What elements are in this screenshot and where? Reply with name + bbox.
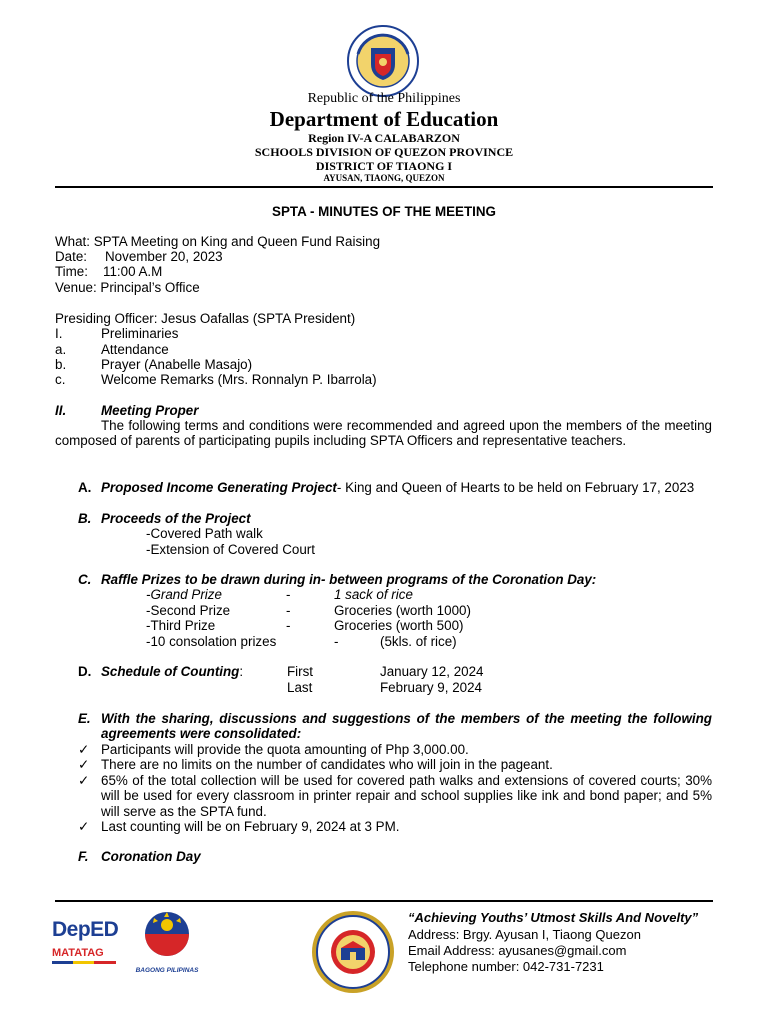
location-line: AYUSAN, TIAONG, QUEZON — [323, 173, 445, 183]
matatag-wordmark: MATATAG — [52, 947, 104, 959]
deped-wordmark: DepED — [52, 918, 119, 941]
count-label: Last — [287, 680, 313, 695]
prize-label: -Grand Prize — [146, 587, 222, 602]
item-d-colon: : — [239, 664, 244, 679]
prize-value: Groceries (worth 500) — [334, 618, 464, 633]
time-label: Time: — [55, 264, 88, 279]
item-d-heading — [101, 664, 243, 679]
outline-text: Preliminaries — [101, 326, 179, 341]
proceeds-line: -Covered Path walk — [146, 526, 263, 541]
school-email: Email Address: ayusanes@gmail.com — [408, 943, 627, 958]
outline-num: a. — [55, 342, 67, 357]
item-letter: C. — [78, 572, 92, 587]
count-date: January 12, 2024 — [380, 664, 484, 679]
item-letter: A. — [78, 480, 92, 495]
bagong-pilipinas-logo — [134, 908, 200, 974]
district-line: DISTRICT OF TIAONG I — [315, 159, 453, 173]
division-line: SCHOOLS DIVISION OF QUEZON PROVINCE — [254, 145, 514, 159]
department-title: Department of Education — [269, 107, 499, 131]
outline-text: Welcome Remarks (Mrs. Ronnalyn P. Ibarrola) — [101, 372, 377, 387]
item-b-title: Proceeds of the Project — [101, 511, 251, 526]
prize-label: -Third Prize — [146, 618, 216, 633]
outline-text: Prayer (Anabelle Masajo) — [101, 357, 253, 372]
outline-text: Attendance — [101, 342, 169, 357]
region-line: Region IV-A CALABARZON — [308, 131, 460, 145]
check-icon: ✓ — [78, 757, 90, 772]
item-a-title: Proposed Income Generating Project — [101, 480, 337, 495]
agreement-item: 65% of the total collection will be used for covered path walks and extensions of covered courts; 30% will be used for every classroom in printer repair and school supplies like ink and bond paper; and 5% will serve as the SPTA fund. — [101, 773, 712, 819]
prize-value: Groceries (worth 1000) — [334, 603, 471, 618]
matatag-stripe — [52, 961, 116, 964]
outline-num: b. — [55, 357, 67, 372]
date-label: Date: — [55, 249, 88, 264]
agreement-item: Last counting will be on February 9, 2024 at 3 PM. — [101, 819, 400, 834]
footer-rule — [55, 900, 713, 902]
item-a-rest: - King and Queen of Hearts to be held on February 17, 2023 — [336, 480, 695, 495]
outline-num: I. — [55, 326, 63, 341]
school-phone: Telephone number: 042-731-7231 — [408, 959, 604, 974]
item-f-title: Coronation Day — [101, 849, 201, 864]
prize-value: 1 sack of rice — [334, 587, 413, 602]
prize-dash: - — [286, 587, 291, 602]
deped-logo — [52, 918, 124, 974]
header-rule — [55, 186, 713, 188]
school-address: Address: Brgy. Ayusan I, Tiaong Quezon — [408, 927, 641, 942]
prize-value: (5kls. of rice) — [380, 634, 457, 649]
bagong-pilipinas-text: BAGONG PILIPINAS — [135, 967, 199, 974]
item-letter: D. — [78, 664, 92, 679]
check-icon: ✓ — [78, 742, 90, 757]
venue-line: Venue: Principal’s Office — [55, 280, 200, 295]
item-letter: E. — [78, 711, 91, 726]
prize-dash: - — [286, 618, 291, 633]
section-title: Meeting Proper — [101, 403, 199, 418]
prize-label: -Second Prize — [146, 603, 231, 618]
republic-line: Republic of the Philippines — [307, 91, 461, 106]
date-value: November 20, 2023 — [105, 249, 223, 264]
deped-seal — [346, 24, 420, 98]
school-seal — [310, 909, 396, 995]
document-title: SPTA - MINUTES OF THE MEETING — [272, 204, 496, 219]
time-value: 11:00 A.M — [103, 264, 163, 279]
item-a-text — [101, 480, 712, 495]
section-intro: The following terms and conditions were recommended and agreed upon the members of the meeting composed of parents of participating pupils including SPTA Officers and representative teachers. — [55, 418, 712, 449]
agreement-item: There are no limits on the number of candidates who will join in the pageant. — [101, 757, 553, 772]
item-e-title: With the sharing, discussions and suggestions of the members of the meeting the following agreements were consolidated: — [101, 711, 712, 742]
item-c-title: Raffle Prizes to be drawn during in- between programs of the Coronation Day: — [101, 572, 597, 587]
check-icon: ✓ — [78, 819, 90, 834]
prize-label: -10 consolation prizes — [146, 634, 277, 649]
item-letter: F. — [78, 849, 89, 864]
prize-dash: - — [334, 634, 339, 649]
count-label: First — [287, 664, 314, 679]
item-letter: B. — [78, 511, 92, 526]
agreement-item: Participants will provide the quota amounting of Php 3,000.00. — [101, 742, 469, 757]
check-icon: ✓ — [78, 773, 90, 788]
prize-dash: - — [286, 603, 291, 618]
section-number: II. — [55, 403, 67, 418]
count-date: February 9, 2024 — [380, 680, 482, 695]
what-line: What: SPTA Meeting on King and Queen Fund Raising — [55, 234, 381, 249]
item-d-title: Schedule of Counting — [101, 664, 240, 679]
proceeds-line: -Extension of Covered Court — [146, 542, 315, 557]
outline-num: c. — [55, 372, 66, 387]
presiding-officer: Presiding Officer: Jesus Oafallas (SPTA President) — [55, 311, 356, 326]
school-motto: “Achieving Youths’ Utmost Skills And Novelty” — [408, 910, 699, 925]
